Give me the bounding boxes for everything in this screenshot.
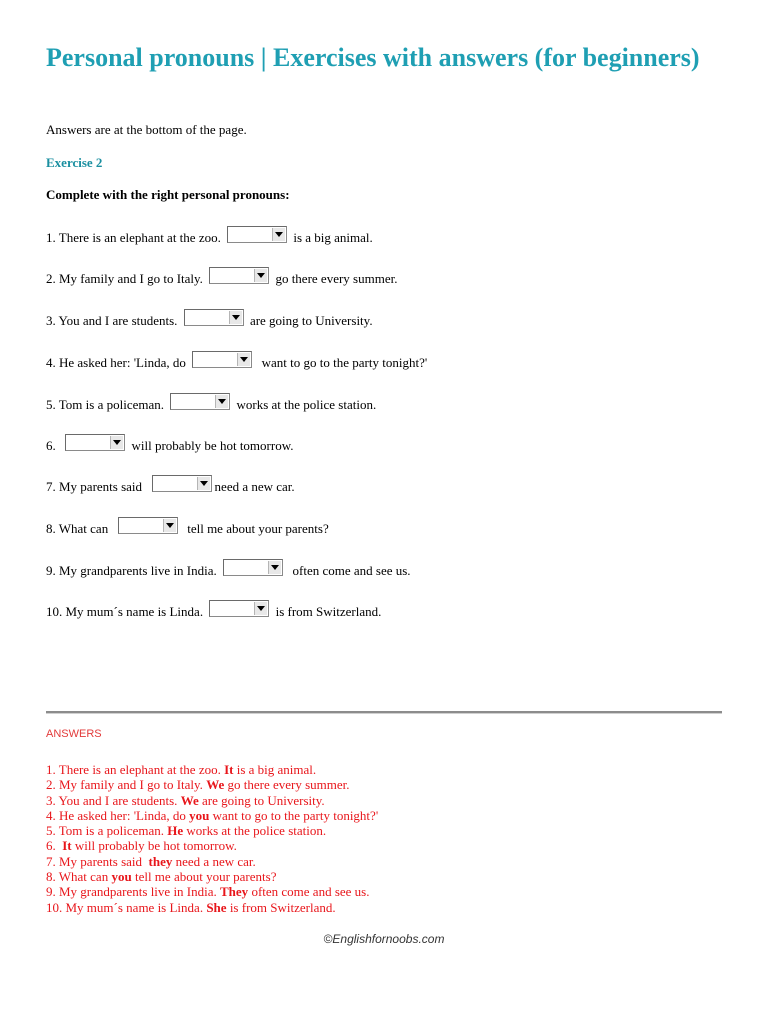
answer-line [46, 762, 378, 777]
question-text-before: 4. He asked her: 'Linda, do [46, 355, 190, 370]
chevron-down-icon [215, 395, 228, 408]
answer-text-after: is from Switzerland. [226, 899, 336, 915]
answer-pronoun: they [148, 853, 173, 869]
answer-text-before: 5. Tom is a policeman. [46, 823, 168, 839]
answer-line [46, 900, 378, 915]
pronoun-dropdown[interactable] [223, 559, 283, 576]
answer-line [46, 854, 378, 869]
answer-text-before: 8. What can [46, 869, 112, 885]
question-text-before: 1. There is an elephant at the zoo. [46, 230, 225, 245]
answer-pronoun: It [224, 762, 234, 777]
answer-text-before: 7. My parents said [46, 853, 149, 869]
answer-text-after: tell me about your parents? [131, 869, 277, 885]
question-text-after: want to go to the party tonight?' [255, 355, 428, 370]
question-9 [46, 562, 411, 580]
question-text-before: 8. What can [46, 521, 115, 536]
question-10 [46, 603, 381, 621]
question-5 [46, 396, 376, 414]
answer-text-before: 4. He asked her: 'Linda, do [46, 807, 190, 823]
copyright-text: ©Englishfornoobs.com [323, 932, 445, 946]
divider [46, 711, 722, 714]
question-1 [46, 229, 373, 247]
question-text-before: 10. My mum´s name is Linda. [46, 604, 207, 619]
exercise-heading: Exercise 2 [46, 155, 103, 170]
pronoun-dropdown[interactable] [65, 434, 125, 451]
pronoun-dropdown[interactable] [192, 351, 252, 368]
pronoun-dropdown[interactable] [209, 267, 269, 284]
answer-pronoun: We [206, 777, 225, 793]
answer-text-after: works at the police station. [183, 823, 327, 839]
answer-pronoun: It [62, 838, 72, 854]
question-text-after: often come and see us. [286, 563, 411, 578]
answer-pronoun: you [111, 869, 132, 885]
chevron-down-icon [163, 519, 176, 532]
page-title: Personal pronouns | Exercises with answers (for beginners) [46, 43, 700, 72]
answer-pronoun: She [206, 899, 227, 915]
answers-note: Answers are at the bottom of the page. [46, 122, 247, 137]
question-text-after: are going to University. [246, 313, 373, 328]
instruction: Complete with the right personal pronouns: [46, 187, 290, 202]
question-text-after: will probably be hot tomorrow. [128, 438, 294, 453]
question-4 [46, 354, 427, 372]
question-text-after: works at the police station. [233, 397, 377, 412]
copyright-footer [0, 932, 768, 946]
answer-text-before: 2. My family and I go to Italy. [46, 777, 207, 793]
answer-text-before: 1. There is an elephant at the zoo. [46, 762, 225, 777]
answer-text-after: go there every summer. [224, 777, 350, 793]
answer-line [46, 823, 378, 838]
answer-text-before: 6. [46, 838, 63, 854]
chevron-down-icon [268, 561, 281, 574]
pronoun-dropdown[interactable] [170, 393, 230, 410]
pronoun-dropdown[interactable] [152, 475, 212, 492]
answer-text-after: often come and see us. [248, 884, 370, 900]
answer-line [46, 793, 378, 808]
chevron-down-icon [272, 228, 285, 241]
answer-pronoun: He [167, 823, 184, 839]
answer-text-after: is a big animal. [233, 762, 317, 777]
question-text-before: 3. You and I are students. [46, 313, 181, 328]
chevron-down-icon [237, 353, 250, 366]
answer-line [46, 808, 378, 823]
answer-text-after: will probably be hot tomorrow. [71, 838, 237, 854]
question-3 [46, 312, 373, 330]
answer-text-before: 9. My grandparents live in India. [46, 884, 221, 900]
answer-pronoun: They [220, 884, 249, 900]
question-8 [46, 520, 329, 538]
answer-pronoun: you [189, 807, 210, 823]
answer-line [46, 838, 378, 853]
chevron-down-icon [254, 269, 267, 282]
answer-text-after: are going to University. [198, 792, 325, 808]
chevron-down-icon [254, 602, 267, 615]
pronoun-dropdown[interactable] [227, 226, 287, 243]
question-text-after: is a big animal. [290, 230, 373, 245]
question-6 [46, 437, 294, 455]
question-text-before: 6. [46, 438, 63, 453]
chevron-down-icon [229, 311, 242, 324]
answer-line [46, 777, 378, 792]
answer-text-before: 10. My mum´s name is Linda. [46, 899, 207, 915]
question-2 [46, 270, 397, 288]
answer-text-after: want to go to the party tonight?' [209, 807, 379, 823]
question-text-after: need a new car. [214, 479, 295, 494]
question-text-after: go there every summer. [272, 271, 398, 286]
answer-text-after: need a new car. [172, 853, 256, 869]
question-text-before: 9. My grandparents live in India. [46, 563, 221, 578]
chevron-down-icon [110, 436, 123, 449]
answer-line [46, 884, 378, 899]
answer-text-before: 3. You and I are students. [46, 792, 181, 808]
pronoun-dropdown[interactable] [118, 517, 178, 534]
question-text-before: 5. Tom is a policeman. [46, 397, 168, 412]
answer-pronoun: We [180, 792, 199, 808]
question-text-after: is from Switzerland. [272, 604, 382, 619]
pronoun-dropdown[interactable] [209, 600, 269, 617]
question-text-before: 2. My family and I go to Italy. [46, 271, 207, 286]
question-text-after: tell me about your parents? [180, 521, 329, 536]
answers-list [46, 762, 378, 915]
question-text-before: 7. My parents said [46, 479, 149, 494]
pronoun-dropdown[interactable] [184, 309, 244, 326]
answer-line [46, 869, 378, 884]
question-7 [46, 478, 295, 496]
answers-label: ANSWERS [46, 728, 102, 740]
chevron-down-icon [197, 477, 210, 490]
